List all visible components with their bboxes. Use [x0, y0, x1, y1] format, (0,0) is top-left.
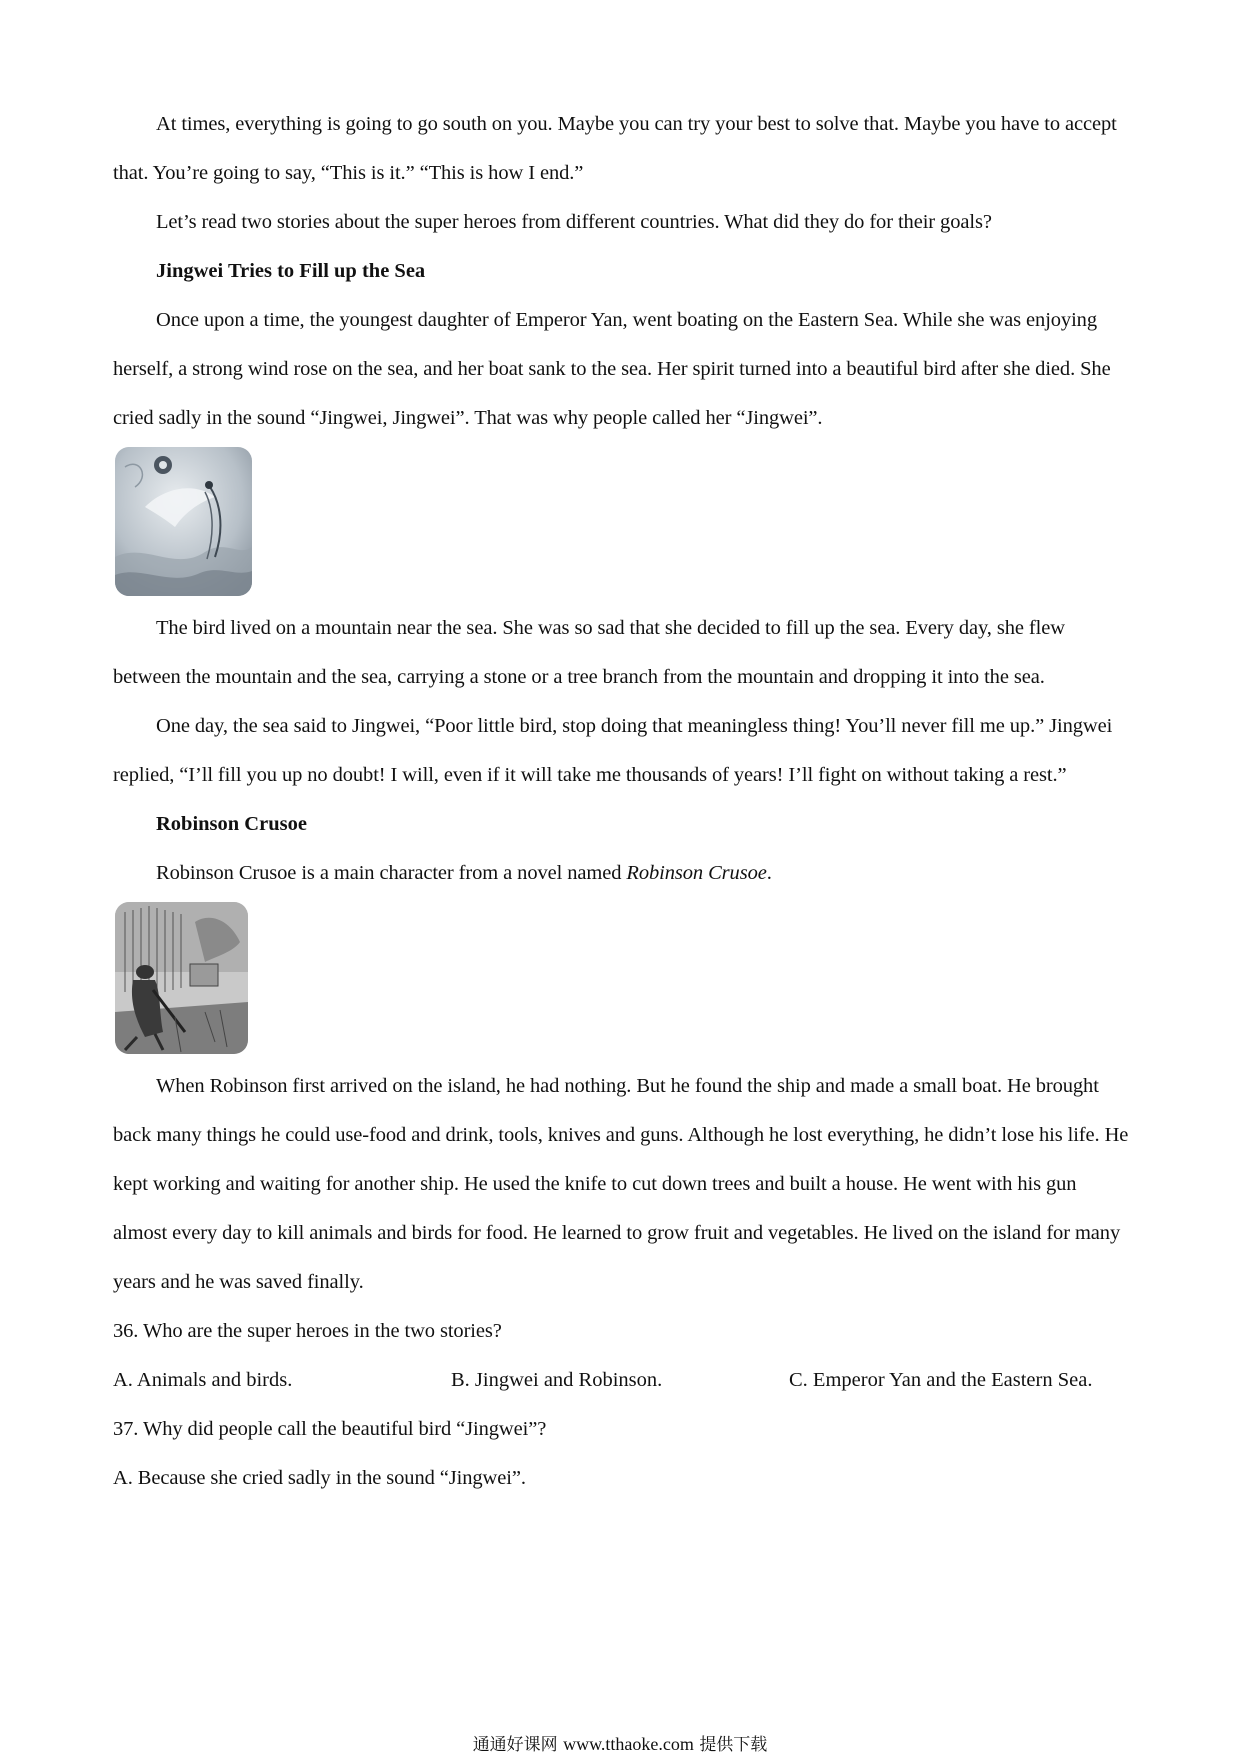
question-36: 36. Who are the super heroes in the two stories?: [113, 1320, 502, 1342]
novel-title: Robinson Crusoe: [626, 862, 767, 884]
page-footer: [0, 1730, 1240, 1755]
option-37-a[interactable]: A. Because she cried sadly in the sound “Jingwei”.: [113, 1467, 526, 1489]
story1-paragraph-2: The bird lived on a mountain near the sea. She was so sad that she decided to fill up the sea. Every day, she flew between the mountain and the sea, carrying a stone or a tree branch from the mountain and dropping it into the sea.: [113, 617, 1065, 688]
story1-title: Jingwei Tries to Fill up the Sea: [156, 260, 426, 282]
document-page: [113, 100, 1133, 1503]
option-36-c[interactable]: C. Emperor Yan and the Eastern Sea.: [789, 1369, 1093, 1391]
story2-paragraph-2: When Robinson first arrived on the island, he had nothing. But he found the ship and made a small boat. He brought back many things he could use-food and drink, tools, knives and guns. Although he lost everything, he didn’t lose his life. He kept working and waiting for another ship. He used the knife to cut down trees and built a house. He went with his gun almost every day to kill animals and birds for food. He learned to grow fruit and vegetables. He lived on the island for many years and he was saved finally.: [113, 1075, 1129, 1293]
option-36-a[interactable]: A. Animals and birds.: [113, 1369, 293, 1391]
robinson-crusoe-illustration: [115, 902, 248, 1054]
footer-url[interactable]: www.tthaoke.com: [563, 1734, 694, 1754]
footer-download-text: 提供下载: [699, 1735, 768, 1755]
question-37: 37. Why did people call the beautiful bird “Jingwei”?: [113, 1418, 547, 1440]
intro-paragraph-2: Let’s read two stories about the super heroes from different countries. What did they do for their goals?: [156, 211, 992, 233]
story2-paragraph-1: [113, 849, 1133, 898]
story1-paragraph-3: One day, the sea said to Jingwei, “Poor little bird, stop doing that meaningless thing! You’ll never fill me up.” Jingwei replied, “I’ll fill you up no doubt! I will, even if it will take me thousands of years! I’ll fight on without taking a rest.”: [113, 715, 1113, 786]
story2-p1-text: Robinson Crusoe is a main character from a novel named: [156, 862, 627, 884]
story1-paragraph-1: Once upon a time, the youngest daughter of Emperor Yan, went boating on the Eastern Sea. While she was enjoying herself, a strong wind rose on the sea, and her boat sank to the sea. Her spirit turned into a beautiful bird after she died. She cried sadly in the sound “Jingwei, Jingwei”. That was why people called her “Jingwei”.: [113, 309, 1111, 429]
story2-p1-end: .: [766, 862, 772, 884]
jingwei-bird-illustration: [115, 447, 252, 596]
story2-title: Robinson Crusoe: [156, 813, 307, 835]
option-36-b[interactable]: B. Jingwei and Robinson.: [451, 1369, 663, 1391]
footer-site-name: 通通好课网: [472, 1735, 558, 1755]
intro-paragraph-1: At times, everything is going to go south on you. Maybe you can try your best to solve that. Maybe you have to accept that. You’re going to say, “This is it.” “This is how I end.”: [113, 113, 1117, 184]
question-36-options: [113, 1356, 1133, 1405]
